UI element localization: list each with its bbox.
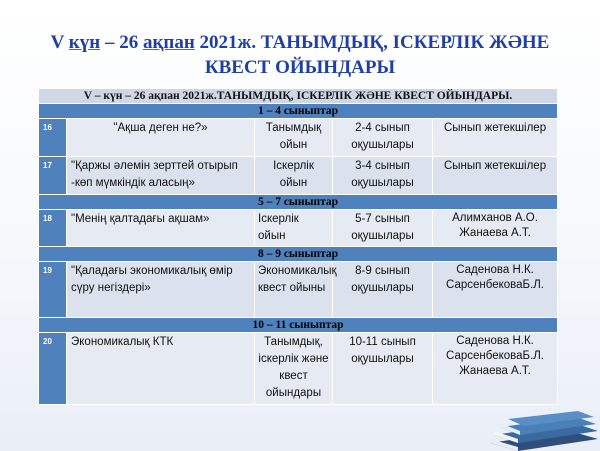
event-leader: Алимханов А.О. Жанаева А.Т. — [433, 210, 558, 247]
table-header: V – күн – 26 ақпан 2021ж.ТАНЫМДЫҚ, ІСКЕРЛІК ЖӘНЕ КВЕСТ ОЙЫНДАРЫ. — [39, 89, 558, 104]
group-row — [39, 247, 558, 262]
table-row — [39, 119, 558, 157]
row-number: 19 — [39, 262, 67, 318]
group-label: 5 – 7 сыныптар — [39, 195, 558, 210]
group-row — [39, 195, 558, 210]
slide-title-line2: КВЕСТ ОЙЫНДАРЫ — [204, 57, 396, 78]
row-number: 16 — [39, 119, 67, 157]
slide-title-line1: V күн – 26 ақпан 2021ж. ТАНЫМДЫҚ, ІСКЕРЛІК ЖӘНЕ — [50, 32, 550, 53]
event-leader: Сынып жетекшілер — [433, 157, 558, 195]
schedule-table — [38, 88, 558, 405]
event-classes: 8-9 сынып оқушылары — [333, 262, 433, 318]
event-classes: 2-4 сынып оқушылары — [333, 119, 433, 157]
event-leader: Саденова Н.К. СарсенбековаБ.Л. Жанаева А.Т. — [433, 333, 558, 405]
row-number: 18 — [39, 210, 67, 247]
event-type: Іскерлік ойын — [255, 157, 333, 195]
event-classes: 3-4 сынып оқушылары — [333, 157, 433, 195]
slide-title — [20, 30, 580, 80]
event-type: Танымдық, іскерлік және квест ойындары — [255, 333, 333, 405]
group-label: 1 – 4 сыныптар — [39, 104, 558, 119]
event-type: Танымдық ойын — [255, 119, 333, 157]
table-row — [39, 262, 558, 318]
group-row — [39, 318, 558, 333]
group-label: 8 – 9 сыныптар — [39, 247, 558, 262]
row-number: 20 — [39, 333, 67, 405]
books-illustration — [480, 391, 600, 451]
table-header-row — [39, 89, 558, 104]
event-classes: 5-7 сынып оқушылары — [333, 210, 433, 247]
event-name: Экономикалық КТК — [67, 333, 255, 405]
event-name: "Қаладағы экономикалық өмір сүру негіздері» — [67, 262, 255, 318]
event-name: "Менің қалтадағы ақшам» — [67, 210, 255, 247]
group-row — [39, 104, 558, 119]
book-stack-icon — [490, 411, 598, 451]
event-classes: 10-11 сынып оқушылары — [333, 333, 433, 405]
event-name: "Қаржы әлемін зерттей отырып -көп мүмкіндік аласың» — [67, 157, 255, 195]
event-name: "Ақша деген не?» — [67, 119, 255, 157]
event-leader: Саденова Н.К. СарсенбековаБ.Л. — [433, 262, 558, 318]
table-row — [39, 210, 558, 247]
row-number: 17 — [39, 157, 67, 195]
table-row — [39, 157, 558, 195]
event-leader: Сынып жетекшілер — [433, 119, 558, 157]
group-label: 10 – 11 сыныптар — [39, 318, 558, 333]
event-type: Іскерлік ойын — [255, 210, 333, 247]
event-type: Экономикалық квест ойыны — [255, 262, 333, 318]
